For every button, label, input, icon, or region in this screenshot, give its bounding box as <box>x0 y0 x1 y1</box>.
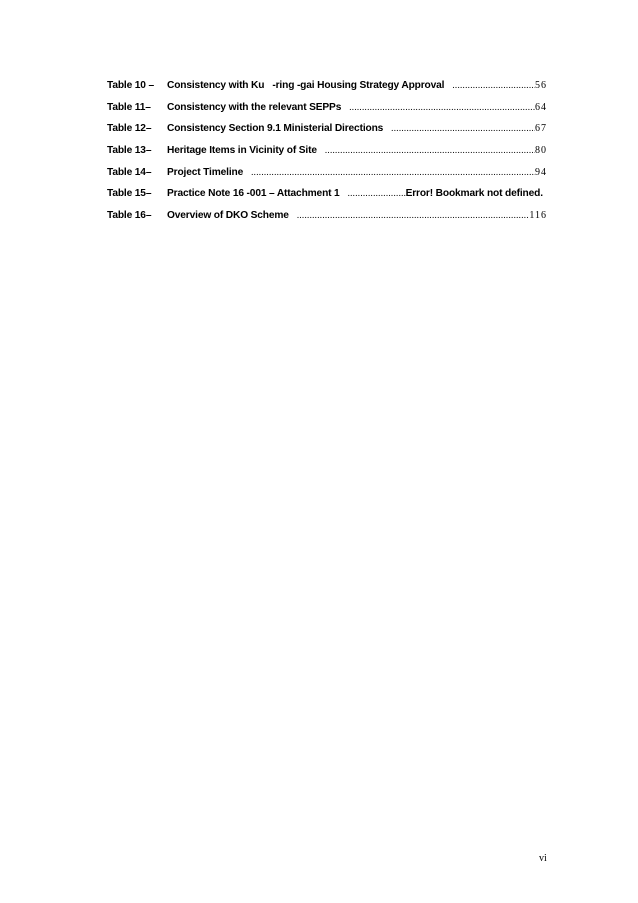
toc-entry-title: Practice Note 16 -001 – Attachment 1 <box>167 188 340 200</box>
toc-entry-number: Table 10 – <box>107 80 155 91</box>
toc-entry-table-13[interactable] <box>107 145 547 167</box>
toc-entry-table-12[interactable] <box>107 123 547 145</box>
toc-entry-page: 56 <box>535 80 547 91</box>
toc-entry-table-15[interactable] <box>107 188 547 210</box>
toc-entry-title: Consistency with the relevant SEPPs <box>167 101 342 113</box>
table-of-tables <box>107 80 547 232</box>
toc-entry-table-16[interactable] <box>107 210 547 232</box>
toc-entry-table-10[interactable] <box>107 80 547 102</box>
toc-entry-title: Consistency Section 9.1 Ministerial Directions <box>167 123 384 135</box>
toc-entry-title: Consistency with Ku -ring -gai Housing Strategy Approval <box>167 80 445 91</box>
toc-entry-table-14[interactable] <box>107 167 547 189</box>
toc-entry-page: 116 <box>529 210 547 222</box>
dot-leader <box>325 145 535 155</box>
toc-entry-number: Table 12– <box>107 123 152 135</box>
toc-entry-number: Table 14– <box>107 166 152 178</box>
toc-entry-table-11[interactable] <box>107 102 547 124</box>
bookmark-error-text: Error! Bookmark not defined. <box>405 188 543 200</box>
toc-entry-title: Overview of DKO Scheme <box>167 210 289 222</box>
dot-leader <box>251 167 535 177</box>
toc-entry-page: 80 <box>535 145 547 157</box>
dot-leader <box>348 188 406 198</box>
toc-entry-title: Heritage Items in Vicinity of Site <box>167 145 317 157</box>
toc-entry-number: Table 16– <box>107 210 152 222</box>
dot-leader <box>452 80 535 90</box>
toc-entry-page: 94 <box>535 166 547 178</box>
toc-entry-number: Table 11– <box>107 101 151 113</box>
dot-leader <box>391 123 535 133</box>
toc-entry-page: 64 <box>535 101 547 113</box>
page-number: vi <box>539 853 547 864</box>
dot-leader <box>349 102 535 112</box>
dot-leader <box>297 210 530 220</box>
toc-entry-title: Project Timeline <box>167 166 244 178</box>
toc-entry-number: Table 15– <box>107 188 152 200</box>
toc-entry-number: Table 13– <box>107 145 152 157</box>
toc-entry-page: 67 <box>535 123 547 135</box>
